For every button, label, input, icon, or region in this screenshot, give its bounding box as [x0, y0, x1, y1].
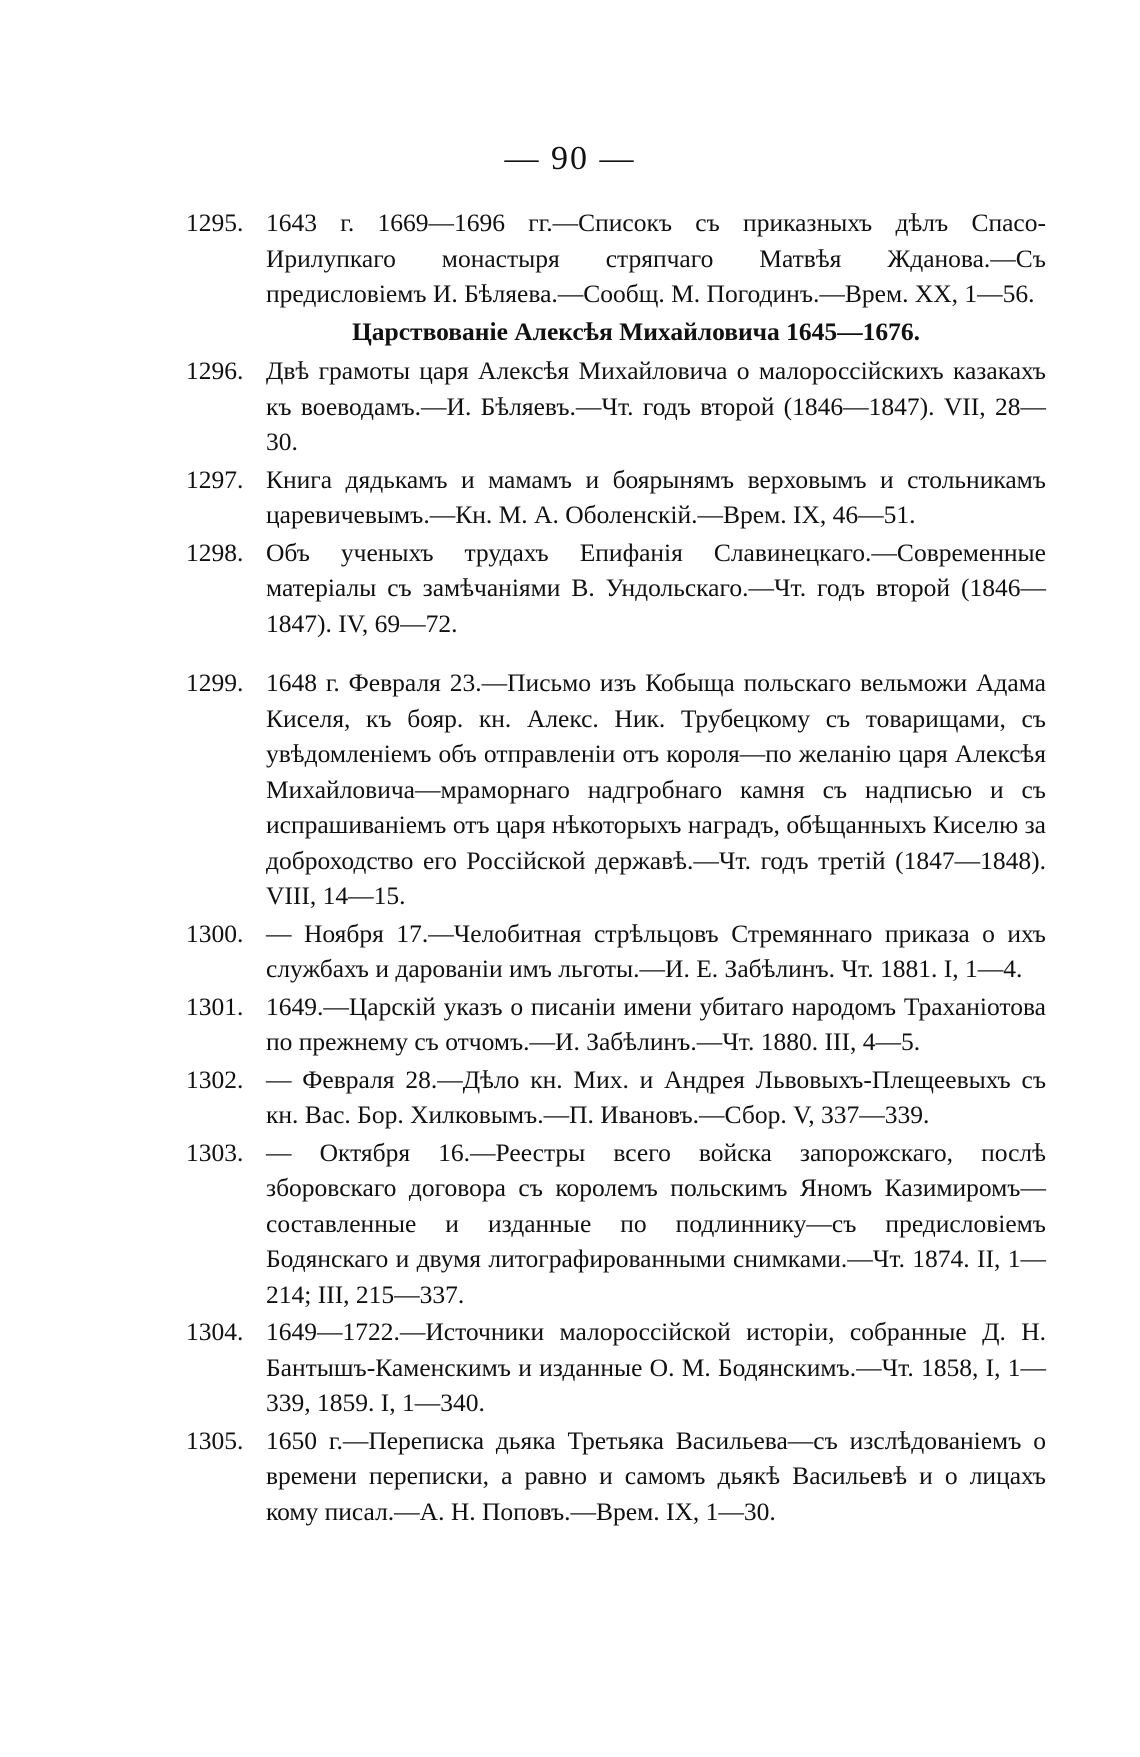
entry-number: 1297. [186, 464, 244, 494]
section-heading: Царствованіе Алексѣя Михайловича 1645—1676. [351, 316, 921, 346]
entry-1297 [186, 462, 1046, 533]
entry-text: Объ ученыхъ трудахъ Епифанія Славинецкаго.—Современные матеріалы съ замѣчаніями В. Ундольскаго.—Чт. годъ второй (1846—1847). IV, 69—72. [266, 537, 1046, 638]
bibliography-entries [186, 205, 1046, 1531]
section-gap [186, 643, 1046, 665]
entry-number: 1300. [186, 918, 244, 948]
entry-text: — Октября 16.—Реестры всего войска запорожскаго, послѣ зборовскаго договора съ королемъ польскимъ Яномъ Казимиромъ—составленные и изданные по подлиннику—съ предисловіемъ Бодянскаго и двумя литографированными снимками.—Чт. 1874. II, 1—214; III, 215—337. [266, 1137, 1046, 1309]
entry-text: 1648 г. Февраля 23.—Письмо изъ Кобыща польскаго вельможи Адама Киселя, къ бояр. кн. Алекс. Ник. Трубецкому съ товарищами, съ увѣдомленіемъ объ отправленіи отъ короля—по желанію царя Алексѣя Михайловича—мраморнаго надгробнаго камня съ надписью и съ испрашиваніемъ отъ царя нѣкоторыхъ наградъ, обѣщанныхъ Киселю за доброходство его Россійской державѣ.—Чт. годъ третій (1847—1848). VIII, 14—15. [266, 668, 1046, 910]
entry-1298 [186, 535, 1046, 642]
entry-number: 1304. [186, 1317, 244, 1346]
entry-number: 1305. [186, 1425, 244, 1455]
entry-number: 1302. [186, 1064, 244, 1094]
entry-text: 1649.—Царскій указъ о писаніи имени убитаго народомъ Траханіотова по прежнему съ отчомъ.—И. Забѣлинъ.—Чт. 1880. III, 4—5. [266, 991, 1046, 1056]
entry-number: 1298. [186, 537, 244, 567]
entry-1302 [186, 1062, 1046, 1133]
entry-number: 1296. [186, 356, 244, 385]
entry-1299 [186, 665, 1046, 914]
entry-text: — Февраля 28.—Дѣло кн. Мих. и Андрея Львовыхъ-Плещеевыхъ съ кн. Вас. Бор. Хилковымъ.—П. Ивановъ.—Сбор. V, 337—339. [266, 1064, 1046, 1129]
entry-number: 1303. [186, 1137, 244, 1167]
entry-1303 [186, 1135, 1046, 1313]
entry-1296 [186, 353, 1046, 460]
page-number: — 90 — [504, 140, 636, 177]
entry-1305 [186, 1423, 1046, 1530]
entry-1304 [186, 1314, 1046, 1421]
entry-text: — Ноября 17.—Челобитная стрѣльцовъ Стремяннаго приказа о ихъ службахъ и дарованіи имъ льготы.—И. Е. Забѣлинъ. Чт. 1881. I, 1—4. [266, 918, 1046, 983]
entry-number: 1295. [186, 208, 244, 237]
entry-number: 1299. [186, 668, 244, 697]
entry-text: 1643 г. 1669—1696 гг.—Списокъ съ приказныхъ дѣлъ Спасо-Ирилупкаго монастыря стряпчаго Матвѣя Жданова.—Съ предисловіемъ И. Бѣляева.—Сообщ. М. Погодинъ.—Врем. XX, 1—56. [266, 208, 1046, 308]
entry-text: Книга дядькамъ и мамамъ и боярынямъ верховымъ и стольникамъ царевичевымъ.—Кн. М. А. Оболенскій.—Врем. IX, 46—51. [266, 464, 1046, 529]
entry-number: 1301. [186, 991, 244, 1021]
entry-1295 [186, 205, 1046, 312]
entry-1300 [186, 916, 1046, 987]
entry-text: 1650 г.—Переписка дьяка Третьяка Васильева—съ изслѣдованіемъ о времени переписки, а равно и самомъ дьякѣ Васильевѣ и о лицахъ кому писал.—А. Н. Поповъ.—Врем. IX, 1—30. [266, 1425, 1046, 1526]
entry-1301 [186, 989, 1046, 1060]
entry-text: 1649—1722.—Источники малороссійской исторіи, собранные Д. Н. Бантышъ-Каменскимъ и изданные О. М. Бодянскимъ.—Чт. 1858, I, 1—339, 1859. I, 1—340. [266, 1317, 1046, 1417]
entry-text: Двѣ грамоты царя Алексѣя Михайловича о малороссійскихъ казакахъ къ воеводамъ.—И. Бѣляевъ.—Чт. годъ второй (1846—1847). VII, 28—30. [266, 356, 1046, 456]
